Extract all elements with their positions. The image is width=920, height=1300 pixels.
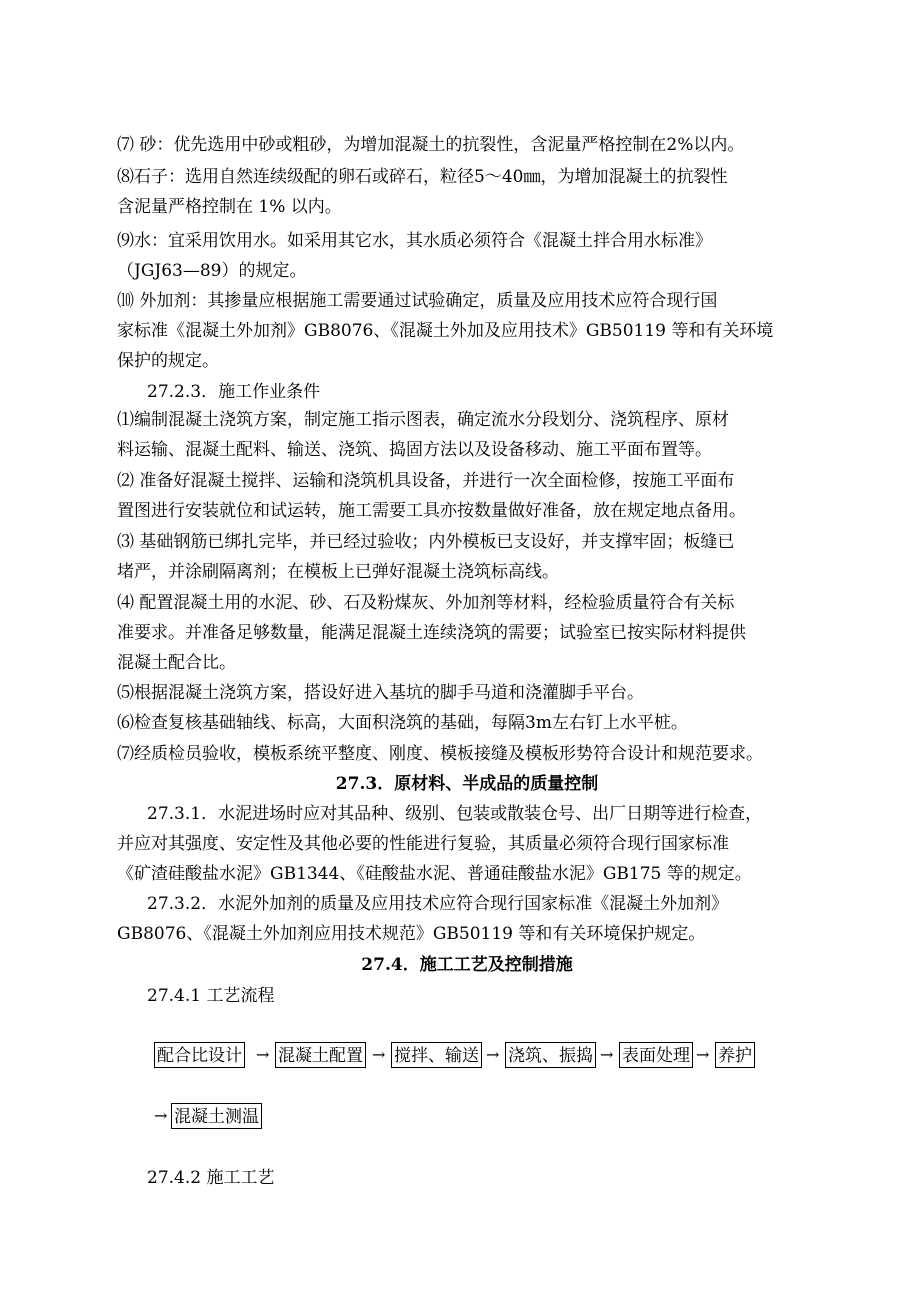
text-line: 准要求。并准备足够数量，能满足混凝土连续浇筑的需要；试验室已按实际材料提供	[117, 623, 746, 643]
flow-step-mixing-transport: 搅拌、输送	[391, 1042, 482, 1068]
text-line: ⑸根据混凝土浇筑方案，搭设好进入基坑的脚手马道和浇灌脚手平台。	[117, 683, 644, 703]
condition-7	[117, 739, 817, 769]
text-line: 料运输、混凝土配料、输送、浇筑、捣固方法以及设备移动、施工平面布置等。	[117, 440, 712, 460]
text-line: 27.4.2 施工工艺	[147, 1168, 275, 1188]
item-water	[117, 226, 817, 286]
text-line: GB8076、《混凝土外加剂应用技术规范》GB50119 等和有关环境保护规定。	[117, 924, 706, 944]
text-line: ⑵ 准备好混凝土搅拌、运输和浇筑机具设备，并进行一次全面检修，按施工平面布	[117, 471, 735, 491]
subheading-27-4-2	[147, 1163, 847, 1193]
text-line: ⑷ 配置混凝土用的水泥、砂、石及粉煤灰、外加剂等材料，经检验质量符合有关标	[117, 593, 735, 613]
condition-6	[117, 708, 817, 738]
flow-arrow-icon: →	[600, 1045, 614, 1064]
text-line: 家标准《混凝土外加剂》GB8076、《混凝土外加及应用技术》GB50119 等和有关环境	[117, 321, 774, 341]
condition-5	[117, 678, 817, 708]
heading-27-3: 27.3．原材料、半成品的质量控制	[335, 774, 599, 794]
flow-arrow-icon: →	[372, 1045, 386, 1064]
text-line: ⑻石子：选用自然连续级配的卵石或碎石，粒径5～40㎜，为增加混凝土的抗裂性	[117, 167, 728, 187]
para-27-3-2	[117, 889, 817, 949]
flow-arrow-icon: →	[256, 1045, 270, 1064]
flow-step-surface-treatment: 表面处理	[619, 1042, 693, 1068]
condition-4	[117, 588, 817, 678]
para-27-3-1	[117, 799, 817, 889]
text-line: ⑴编制混凝土浇筑方案，制定施工指示图表，确定流水分段划分、浇筑程序、原材	[117, 410, 729, 430]
condition-2	[117, 466, 817, 526]
text-line: 保护的规定。	[117, 351, 219, 371]
text-line: 置图进行安装就位和试运转，施工需要工具亦按数量做好准备，放在规定地点备用。	[117, 501, 746, 521]
condition-3	[117, 527, 817, 587]
item-admixture	[117, 286, 817, 376]
flow-step-mix-design: 配合比设计	[154, 1042, 245, 1068]
text-line: 27.2.3．施工作业条件	[147, 382, 321, 402]
flow-step-concrete-prep: 混凝土配置	[275, 1042, 366, 1068]
subheading-27-4-1	[147, 981, 847, 1011]
flow-arrow-icon: →	[696, 1045, 710, 1064]
text-line: 含泥量严格控制在 1% 以内。	[117, 197, 342, 217]
item-stone	[117, 162, 817, 222]
text-line: ⑹检查复核基础轴线、标高，大面积浇筑的基础，每隔3m左右钉上水平桩。	[117, 713, 688, 733]
flow-arrow-icon: →	[154, 1106, 168, 1125]
flow-step-temperature-monitoring: 混凝土测温	[171, 1103, 262, 1129]
text-line: 混凝土配合比。	[117, 653, 236, 673]
text-line: ⑺经质检员验收，模板系统平整度、刚度、模板接缝及模板形势符合设计和规范要求。	[117, 744, 763, 764]
text-line: 27.3.1．水泥进场时应对其品种、级别、包装或散装仓号、出厂日期等进行检查，	[147, 804, 763, 824]
text-line: ⑺ 砂：优先选用中砂或粗砂，为增加混凝土的抗裂性，含泥量严格控制在2%以内。	[117, 135, 745, 155]
flow-arrow-icon: →	[486, 1045, 500, 1064]
section-title-2723	[147, 377, 847, 407]
heading-27-4: 27.4．施工工艺及控制措施	[361, 955, 573, 975]
item-sand	[117, 130, 817, 160]
text-line: （JGJ63—89）的规定。	[117, 261, 307, 281]
condition-1	[117, 405, 817, 465]
text-line: 堵严，并涂刷隔离剂；在模板上已弹好混凝土浇筑标高线。	[117, 562, 559, 582]
text-line: 27.4.1 工艺流程	[147, 986, 275, 1006]
text-line: 27.3.2．水泥外加剂的质量及应用技术应符合现行国家标准《混凝土外加剂》	[147, 894, 729, 914]
text-line: 并应对其强度、安定性及其他必要的性能进行复验，其质量必须符合现行国家标准	[117, 834, 729, 854]
text-line: 《矿渣硅酸盐水泥》GB1344、《硅酸盐水泥、普通硅酸盐水泥》GB175 等的规定。	[117, 864, 752, 884]
flow-step-curing: 养护	[715, 1042, 755, 1068]
text-line: ⑼水：宜采用饮用水。如采用其它水，其水质必须符合《混凝土拌合用水标准》	[117, 231, 712, 251]
flow-step-pouring-vibrating: 浇筑、振捣	[505, 1042, 596, 1068]
text-line: ⑽ 外加剂：其掺量应根据施工需要通过试验确定，质量及应用技术应符合现行国	[117, 291, 718, 311]
text-line: ⑶ 基础钢筋已绑扎完毕，并已经过验收；内外模板已支设好，并支撑牢固；板缝已	[117, 532, 735, 552]
